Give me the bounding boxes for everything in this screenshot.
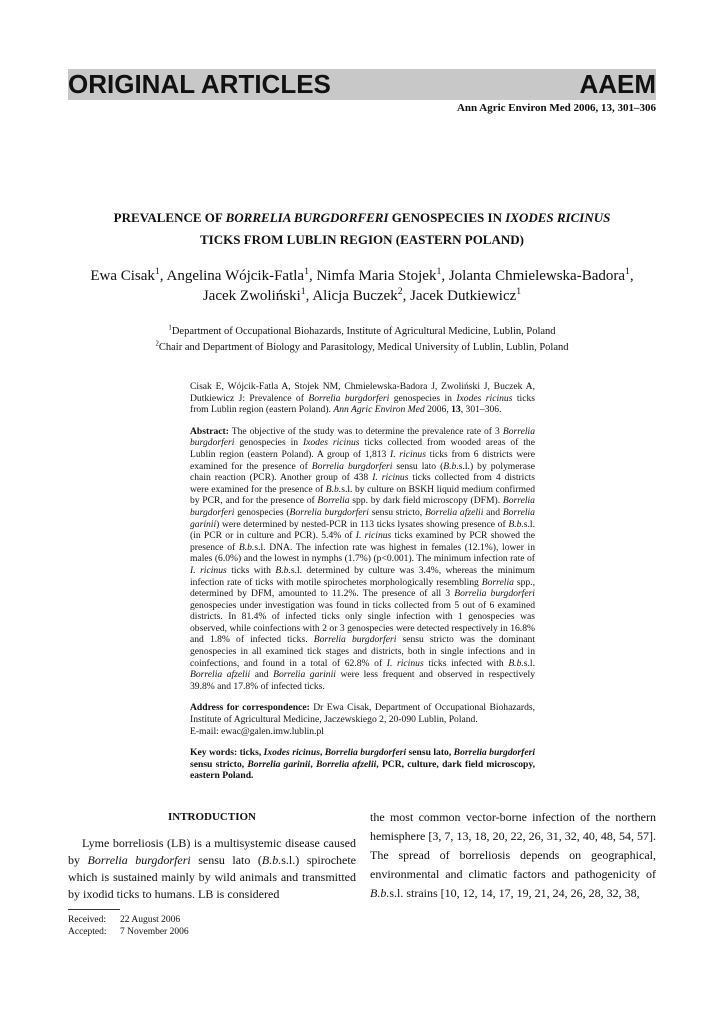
affiliation: $^1$Department of Occupational Biohazards, Institute of Agricultural Medicine, Lublin, Poland bbox=[168, 324, 556, 337]
header-bar bbox=[68, 69, 656, 100]
received-label: Received: bbox=[68, 915, 106, 925]
keywords-paragraph: Key words: ticks, Ixodes ricinus, Borrelia burgdorferi sensu lato, Borrelia burgdorferi sensu stricto, Borrelia garinii, Borrelia afzelii, PCR, culture, dark field microscopy, eastern Poland. bbox=[190, 747, 536, 782]
author: Ewa Cisak bbox=[90, 268, 155, 284]
author: Angelina Wójcik-Fatla bbox=[166, 268, 305, 284]
received-date: 22 August 2006 bbox=[120, 915, 181, 925]
abstract-block bbox=[190, 381, 535, 792]
accepted-label: Accepted: bbox=[68, 927, 107, 937]
author: Jacek Zwoliński bbox=[202, 288, 301, 304]
correspondence-paragraph: Address for correspondence: Dr Ewa Cisak, Department of Occupational Biohazards, Institute of Agricultural Medicine, Jaczewskiego 2, 20-090 Lublin, Poland. E-mail: ewac@galen.imw.lublin.pl bbox=[190, 702, 535, 737]
journal-citation: Ann Agric Environ Med 2006, 13, 301–306 bbox=[456, 102, 656, 114]
author: Jacek Dutkiewicz bbox=[410, 288, 517, 304]
affiliation: $^2$Chair and Department of Biology and Parasitology, Medical University of Lublin, Lublin, Poland bbox=[155, 340, 569, 353]
author-list: Ewa Cisak$^1$, Angelina Wójcik-Fatla$^1$, Nimfa Maria Stojek$^1$, Jolanta Chmielewska-Badora$^1$, Jacek Zwoliński$^1$, Alicja Buczek$^2$, Jacek Dutkiewicz$^1$ bbox=[90, 266, 634, 304]
author: Alicja Buczek bbox=[312, 288, 398, 304]
abstract-paragraph: Abstract: The objective of the study was to determine the prevalence rate of 3 Borrelia burgdorferi genospecies in Ixodes ricinus ticks collected from wooded areas of the Lublin region (eastern Poland). A group of 1,813 I. ricinus ticks from 6 districts were examined for the presence of Borrelia burgdorferi sensu lato (B.b.s.l.) by polymerase chain reaction (PCR). Another group of 438 I. ricinus ticks collected from 4 districts were examined for the presence of B.b.s.l. by culture on BSKH liquid medium confirmed by PCR, and for the presence of Borrelia spp. by dark field microscopy (DFM). Borrelia burgdorferi genospecies (Borrelia burgdorferi sensu stricto, Borrelia afzelii and Borrelia garinii) were determined by nested-PCR in 113 ticks lysates showing presence of B.b.s.l. (in PCR or in culture and PCR). 5.4% of I. ricinus ticks examined by PCR showed the presence of B.b.s.l. DNA. The infection rate was highest in females (12.1%), lower in males (6.0%) and the lowest in nymphs (1.7%) (p<0.001). The minimum infection rate of I. ricinus ticks with B.b.s.l. determined by culture was 3.4%, whereas the minimum infection rate of ticks with motile spirochetes morphologically resembling Borrelia spp., determined by DFM, amounted to 11.2%. The presence of all 3 Borrelia burgdorferi genospecies under investigation was found in ticks collected from 5 out of 6 examined districts. In 81.4% of infected ticks only single infection with 1 genospecies was observed, while coinfections with 2 or 3 genospecies were detected respectively in 16.8% and 1.8% of infected ticks. Borrelia burgdorferi sensu stricto was the dominant genospecies in all examined tick stages and districts, both in single infections and in coinfections, and found in a total of 62.8% of I. ricinus ticks infected with B.b.s.l. Borrelia afzelii and Borrelia garinii were less frequent and observed in respectively 39.8% and 17.8% of infected ticks. bbox=[190, 425, 536, 692]
body-column-left bbox=[68, 835, 356, 903]
accepted-date: 7 November 2006 bbox=[120, 927, 189, 937]
footnote-divider bbox=[68, 909, 120, 910]
body-column-right bbox=[370, 808, 656, 903]
author: Jolanta Chmielewska-Badora bbox=[448, 268, 626, 284]
intro-paragraph: Lyme borreliosis (LB) is a multisystemic disease caused by Borrelia burgdorferi sensu lato (B.b.s.l.) spirochete which is sustained mainly by wild animals and transmitted by ixodid ticks to humans. LB is considered bbox=[68, 836, 356, 901]
intro-paragraph-continued: the most common vector-borne infection of the northern hemisphere [3, 7, 13, 18, 20, 22, 26, 31, 32, 40, 48, 54, 57]. The spread of borreliosis depends on geographical, environmental and climatic factors and pathogenicity of B.b.s.l. strains [10, 12, 14, 17, 19, 21, 24, 26, 28, 32, 38, bbox=[370, 810, 656, 900]
introduction-heading: INTRODUCTION bbox=[167, 811, 256, 823]
affiliations bbox=[68, 324, 656, 356]
article-dates bbox=[68, 914, 189, 938]
correspondence-email: E-mail: ewac@galen.imw.lublin.pl bbox=[190, 725, 324, 737]
citation-paragraph: Cisak E, Wójcik-Fatla A, Stojek NM, Chmielewska-Badora J, Zwoliński J, Buczek A, Dutkiewicz J: Prevalence of Borrelia burgdorferi genospecies in Ixodes ricinus ticks from Lublin region (eastern Poland). Ann Agric Environ Med 2006, 13, 301–306. bbox=[190, 381, 535, 416]
article-title: PREVALENCE OF BORRELIA BURGDORFERI GENOSPECIES IN IXODES RICINUS TICKS FROM LUBLIN REGION (EASTERN POLAND) bbox=[113, 210, 611, 247]
journal-abbreviation: AAEM bbox=[579, 69, 656, 99]
author: Nimfa Maria Stojek bbox=[316, 268, 437, 284]
section-label: ORIGINAL ARTICLES bbox=[68, 69, 331, 99]
